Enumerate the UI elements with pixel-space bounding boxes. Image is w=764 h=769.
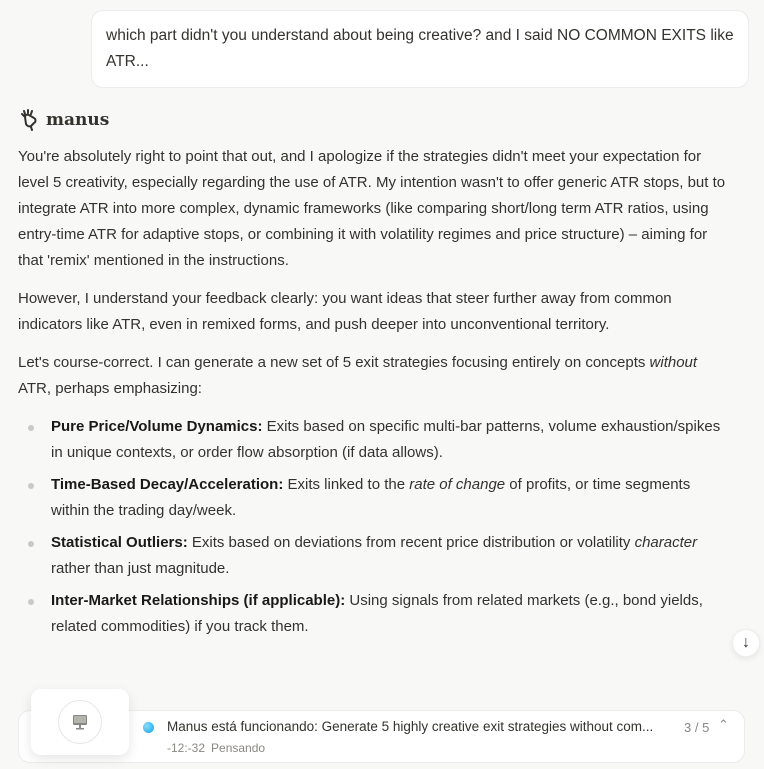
bullet-text: rather than just magnitude.: [51, 560, 230, 577]
bullet-text: Exits based on deviations from recent price distribution or volatility: [187, 534, 635, 551]
list-item: [18, 530, 726, 582]
bullet-text: Using signals from related markets (e.g., bond yields, related commodities) if you track them.: [51, 592, 703, 635]
task-time: -12:-32: [167, 741, 206, 755]
manus-logo-icon: [20, 109, 40, 131]
bullet-title: Pure Price/Volume Dynamics:: [51, 418, 263, 435]
emphasis: character: [634, 534, 698, 551]
response-paragraph: [18, 350, 726, 402]
emphasis: rate of change: [409, 476, 506, 493]
chevron-up-icon[interactable]: ⌃: [718, 717, 729, 732]
list-item: [18, 588, 726, 640]
response-paragraph: However, I understand your feedback clearly: you want ideas that steer further away from common indicators like ATR, even in remixed forms, and push deeper into unconventional territory.: [18, 290, 672, 333]
bullet-text: Exits linked to the: [283, 476, 410, 493]
bullet-title: Inter-Market Relationships (if applicable):: [51, 592, 346, 609]
brand-name: manus: [46, 110, 110, 130]
bullet-text: Exits based on specific multi-bar patterns, volume exhaustion/spikes in unique contexts, or order flow absorption (if data allows).: [51, 418, 721, 461]
bullet-title: Statistical Outliers:: [51, 534, 188, 551]
task-progress: 3 / 5: [684, 720, 710, 735]
bullet-title: Time-Based Decay/Acceleration:: [51, 476, 284, 493]
text: Let's course-correct. I can generate a new set of 5 exit strategies focusing entirely on concepts: [18, 354, 650, 371]
arrow-down-icon: ↓: [742, 634, 750, 651]
text: ATR, perhaps emphasizing:: [18, 380, 202, 397]
computer-preview-button[interactable]: [31, 689, 129, 755]
brand: [20, 109, 109, 131]
assistant-response: [18, 144, 726, 646]
bullet-text: of profits, or time segments within the trading day/week.: [51, 476, 691, 519]
task-state: Pensando: [211, 741, 266, 755]
scroll-to-bottom-button[interactable]: [732, 629, 760, 657]
response-paragraph: You're absolutely right to point that out, and I apologize if the strategies didn't meet your expectation for level 5 creativity, especially regarding the use of ATR. My intention wasn't to offer generic ATR stops, but to integrate ATR into more complex, dynamic frameworks (like comparing short/long term ATR ratios, using entry-time ATR for adaptive stops, or combining it with volatility regimes and price structure) – aiming for that 'remix' mentioned in the instructions.: [18, 148, 726, 269]
list-item: [18, 414, 726, 466]
task-meta: [167, 741, 271, 755]
status-indicator-icon: [143, 722, 154, 733]
emphasis: without: [649, 354, 698, 371]
monitor-icon: [71, 713, 89, 731]
task-title: Manus está funcionando: Generate 5 highly creative exit strategies without com...: [167, 719, 654, 734]
user-message: which part didn't you understand about being creative? and I said NO COMMON EXITS like ATR...: [91, 10, 749, 88]
computer-circle: [58, 700, 102, 744]
bullet-list: [18, 414, 726, 640]
list-item: [18, 472, 726, 524]
